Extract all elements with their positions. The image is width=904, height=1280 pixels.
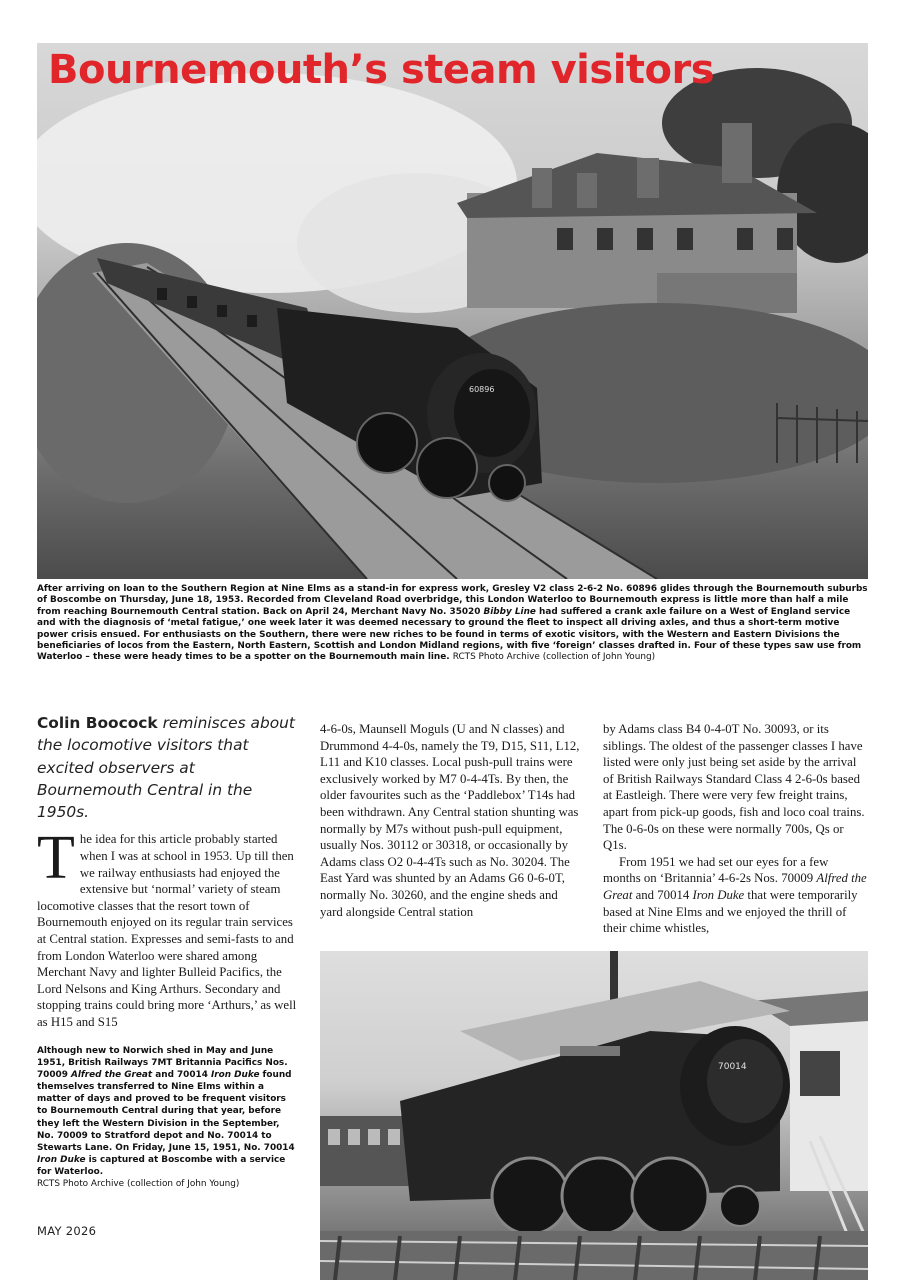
side-caption-italic-2: Iron Duke <box>210 1070 260 1081</box>
standfirst <box>37 712 299 823</box>
standfirst-text: reminisces about the locomotive visitors that excited observers at Bournemouth Central in the 1950s. <box>37 714 295 822</box>
loco-number-plate: 60896 <box>469 385 495 394</box>
col3-italic-1: Alfred the Great <box>603 871 867 902</box>
side-caption-text-2: and 70014 <box>152 1070 211 1081</box>
article-title: Bournemouth’s steam visitors <box>48 47 715 93</box>
column-3-paragraph-1: by Adams class B4 0-4-0T No. 30093, or its siblings. The oldest of the passenger classes I have listed were only just being set aside by the arrival of British Railways Standard Class 4 2-6-0s based at Eastleigh. There were very few freight trains, apart from pick-up goods, fish and loco coal trains. The 0-6-0s on these were normally 700s, Qs or Q1s. <box>603 722 865 853</box>
side-caption-text-4: is captured at Boscombe with a service for Waterloo. <box>37 1154 286 1177</box>
hero-photo <box>37 43 868 579</box>
column-2 <box>320 721 583 920</box>
side-caption-text-1: Although new to Norwich shed in May and June 1951, British Railways 7MT Britannia Pacifics Nos. 70009 <box>37 1046 288 1081</box>
col3-italic-2: Iron Duke <box>692 887 745 902</box>
issue-date-footer: MAY 2026 <box>37 1224 97 1238</box>
col3-text-a: From 1951 we had set our eyes for a few months on ‘Britannia’ 4-6-2s Nos. 70009 <box>603 854 829 886</box>
drop-cap: T <box>37 824 75 893</box>
britannia-caption <box>37 1045 299 1190</box>
hero-caption-credit: RCTS Photo Archive (collection of John Young) <box>452 652 656 663</box>
standfirst-author: Colin Boocock <box>37 714 158 732</box>
side-caption-italic-1: Alfred the Great <box>70 1070 153 1081</box>
hero-caption-text: After arriving on loan to the Southern Region at Nine Elms as a stand-in for express work, Gresley V2 class 2-6-2 No. 60896 glides through the Bournemouth suburbs of Boscombe on Thursday, June 18, 1953. Recorded from Cleveland Road overbridge, this London Waterloo to Bournemouth express is little more than half a mile from reaching Bournemouth Central station. Back on April 24, Merchant Navy No. 35020 <box>37 584 868 617</box>
intro-paragraph <box>37 824 299 1030</box>
side-caption-credit: RCTS Photo Archive (collection of John Young) <box>37 1179 240 1190</box>
col3-text-b: and 70014 <box>632 887 693 902</box>
column-3-paragraph-2 <box>603 854 868 937</box>
column-3 <box>603 721 868 937</box>
britannia-locomotive-photo <box>320 951 868 1280</box>
side-caption-italic-3: Iron Duke <box>37 1154 86 1165</box>
hero-caption-text-2: had suffered a crank axle failure on a West of England service and with the diagnosis of ‘metal fatigue,’ one week later it was deemed necessary to ground the fleet to inspect all driving axles, and thus a short-term motive power crisis ensued. For enthusiasts on the Southern, there were new riches to be found in terms of exotic visitors, with the Western and Eastern Divisions the beneficiaries of locos from the Eastern, North Eastern, Scottish and London Midland regions, with five ‘foreign’ classes drafted in. Four of these types saw use from Waterloo – these were heady times to be a spotter on the Bournemouth main line. <box>37 606 862 663</box>
britannia-photo <box>320 951 868 1280</box>
hero-caption-italic: Bibby Line <box>483 606 536 617</box>
loco-number-plate-2: 70014 <box>718 1062 747 1072</box>
column-1 <box>37 712 299 1031</box>
col3-text-c: that were temporarily based at Nine Elms and we enjoyed the thrill of their chime whistles, <box>603 887 858 936</box>
side-caption-text-3: found themselves transferred to Nine Elms within a matter of days and proved to be frequent visitors to Bournemouth Central during that year, before they left the Western Division in the September, No. 70009 to Stratford depot and No. 70014 to Stewarts Lane. On Friday, June 15, 1951, No. 70014 <box>37 1070 295 1153</box>
column-2-text: 4-6-0s, Maunsell Moguls (U and N classes) and Drummond 4-4-0s, namely the T9, D15, S11, L12, L11 and K10 classes. Local push-pull trains were exclusively worked by M7 0-4-4Ts. By then, the older favourites such as the ‘Paddlebox’ T14s had been withdrawn. Any Central station shunting was normally by M7s without push-pull equipment, usually Nos. 30112 or 30318, or occasionally by Adams class O2 0-4-4Ts such as No. 30204. The East Yard was shunted by an Adams G6 0-6-0T, normally No. 30260, and the engine sheds and yard alongside Central station <box>320 722 580 919</box>
hero-caption <box>37 584 868 664</box>
intro-text: he idea for this article probably started when I was at school in 1953. Up till then we railway enthusiasts had enjoyed the extensive but ‘normal’ variety of steam locomotive classes that the resort town of Bournemouth enjoyed on its regular train services at Central station. Expresses and semi-fasts to and from London Waterloo were shared among Merchant Navy and lighter Bulleid Pacifics, the Lord Nelsons and King Arthurs. Secondary and stopping trains could bring more ‘Arthurs,’ as well as H15 and S15 <box>37 832 297 1030</box>
v2-locomotive-photo <box>37 43 868 579</box>
